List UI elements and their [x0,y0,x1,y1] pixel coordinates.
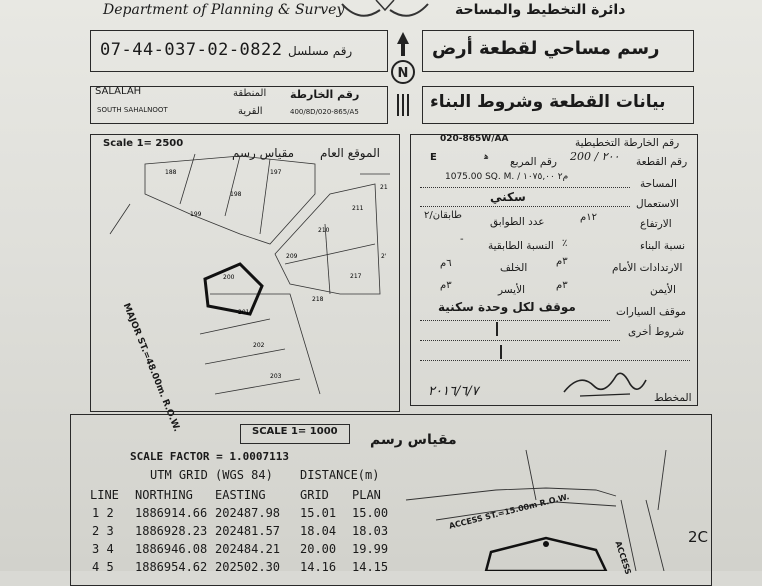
general-map-drawing [90,134,398,410]
row-northing: 1886928.23 [135,524,208,538]
row-easting: 202502.30 [215,560,281,574]
use-label: الاستعمال [636,198,679,210]
svg-text:201: 201 [238,309,250,316]
left-setback-label: الأيسر [498,284,525,296]
svg-text:200: 200 [223,274,235,281]
general-map-scale-arabic: مقياس رسم [232,146,295,160]
svg-text:202: 202 [253,342,265,349]
floors-label: عدد الطوابق [490,216,545,228]
scale-factor: SCALE FACTOR = 1.0007113 [130,450,289,463]
detail-scale-arabic: مقياس رسم [370,432,457,448]
header-plan: PLAN [352,488,381,502]
access-street-label-2: ACCESS [613,540,633,576]
svg-text:211: 211 [352,205,364,212]
building-ratio-value: ٪ [562,238,568,249]
height-label: الارتفاع [640,218,672,230]
row-plan: 15.00 [352,506,389,520]
row-grid: 20.00 [300,542,337,556]
header-easting: EASTING [215,488,266,502]
plot-number-label: رقم القطعة [636,156,688,168]
survey-title: رسم مساحي لقطعة أرض [432,38,660,59]
distance-title: DISTANCE(m) [300,468,380,482]
row-line: 4 5 [92,560,114,574]
row-northing: 1886954.62 [135,560,208,574]
floor-ratio-value: - [460,234,464,245]
row-easting: 202484.21 [215,542,281,556]
location-label: الموقع العام [320,146,380,160]
height-value: ١٢م [580,212,597,223]
svg-text:188: 188 [165,169,177,176]
map-number-label: رقم الخارطة [290,88,360,101]
parking-value: موقف لكل وحدة سكنية [438,300,576,314]
row-grid: 18.04 [300,524,337,538]
left-setback-value: ٣م [440,280,452,291]
row-line: 2 3 [92,524,114,538]
row-grid: 15.01 [300,506,337,520]
row-line: 1 2 [92,506,114,520]
front-setback-value: ٣م [556,256,568,267]
department-arabic: دائرة التخطيط والمساحة [455,2,626,18]
floors-value: طابقان/٢ [424,210,462,221]
area-name: SOUTH SAHALNOOT [97,106,168,114]
svg-text:21: 21 [380,184,388,191]
row-northing: 1886946.08 [135,542,208,556]
svg-text:218: 218 [312,296,324,303]
corner-mark: 2C [688,528,709,546]
use-value: سكني [490,190,526,204]
other-conditions-label: شروط أخرى [628,326,685,338]
building-ratio-label: نسبة البناء [640,240,686,252]
date-value: ٢٠١٦/٦/٧ [428,384,479,399]
svg-text:197: 197 [270,169,282,176]
row-plan: 18.03 [352,524,389,538]
back-setback-value: ٦م [440,258,452,269]
front-setback-label: الارتدادات الأمام [612,262,683,274]
section-title: بيانات القطعة وشروط البناء [430,92,666,112]
svg-text:199: 199 [190,211,202,218]
serial-number: 07-44-037-02-0822 [100,40,283,60]
detail-scale: SCALE 1= 1000 [252,426,338,437]
header-grid: GRID [300,488,329,502]
village-label: القرية [238,106,263,117]
row-plan: 14.15 [352,560,389,574]
svg-text:209: 209 [286,253,298,260]
general-map-scale: Scale 1= 2500 [103,138,184,149]
svg-text:2': 2' [381,253,387,260]
signature [560,366,650,402]
area-value: 1075.00 SQ. M. / م٢ ١٠٧٥,٠٠ [445,172,569,182]
row-easting: 202487.98 [215,506,281,520]
header-line: LINE [90,488,119,502]
square-value: E [430,152,437,163]
plot-number: 200 / ٢٠٠ [570,150,620,163]
floor-ratio-label: النسبة الطابقية [488,240,554,252]
map-number: 400/8D/020-865/A5 [290,108,359,116]
right-setback-label: الأيمن [650,284,676,296]
major-street-label: MAJOR ST.=48.00m. R.O.W. [120,302,182,434]
square-label: رقم المربع [510,156,557,168]
svg-text:203: 203 [270,373,282,380]
parking-label: موقف السيارات [616,306,686,318]
planning-map-label: رقم الخارطة التخطيطية [575,137,680,149]
row-line: 3 4 [92,542,114,556]
department-english: Department of Planning & Survey [103,2,345,18]
access-street-label: ACCESS ST.=15.00m R.O.W. [448,492,571,531]
region-label: المنطقة [233,88,267,99]
svg-text:N: N [397,66,409,81]
area-label: المساحة [640,178,677,190]
header-northing: NORTHING [135,488,193,502]
planner-label: المخطط [654,392,692,404]
north-arrow-icon [388,30,418,126]
utm-grid-title: UTM GRID (WGS 84) [150,468,273,482]
row-northing: 1886914.66 [135,506,208,520]
right-setback-value: ٣م [556,280,568,291]
detail-plot-drawing [396,440,710,571]
planning-map-number: 020-865W/AA [440,134,509,144]
emblem-icon [340,0,430,26]
row-grid: 14.16 [300,560,337,574]
city-name: SALALAH [95,86,142,97]
row-easting: 202481.57 [215,524,281,538]
svg-text:217: 217 [350,273,362,280]
svg-text:210: 210 [318,227,330,234]
serial-label: رقم مسلسل [288,44,353,58]
svg-text:198: 198 [230,191,242,198]
square-value-arabic: ﻫ [484,152,489,162]
back-setback-label: الخلف [500,262,528,274]
row-plan: 19.99 [352,542,389,556]
